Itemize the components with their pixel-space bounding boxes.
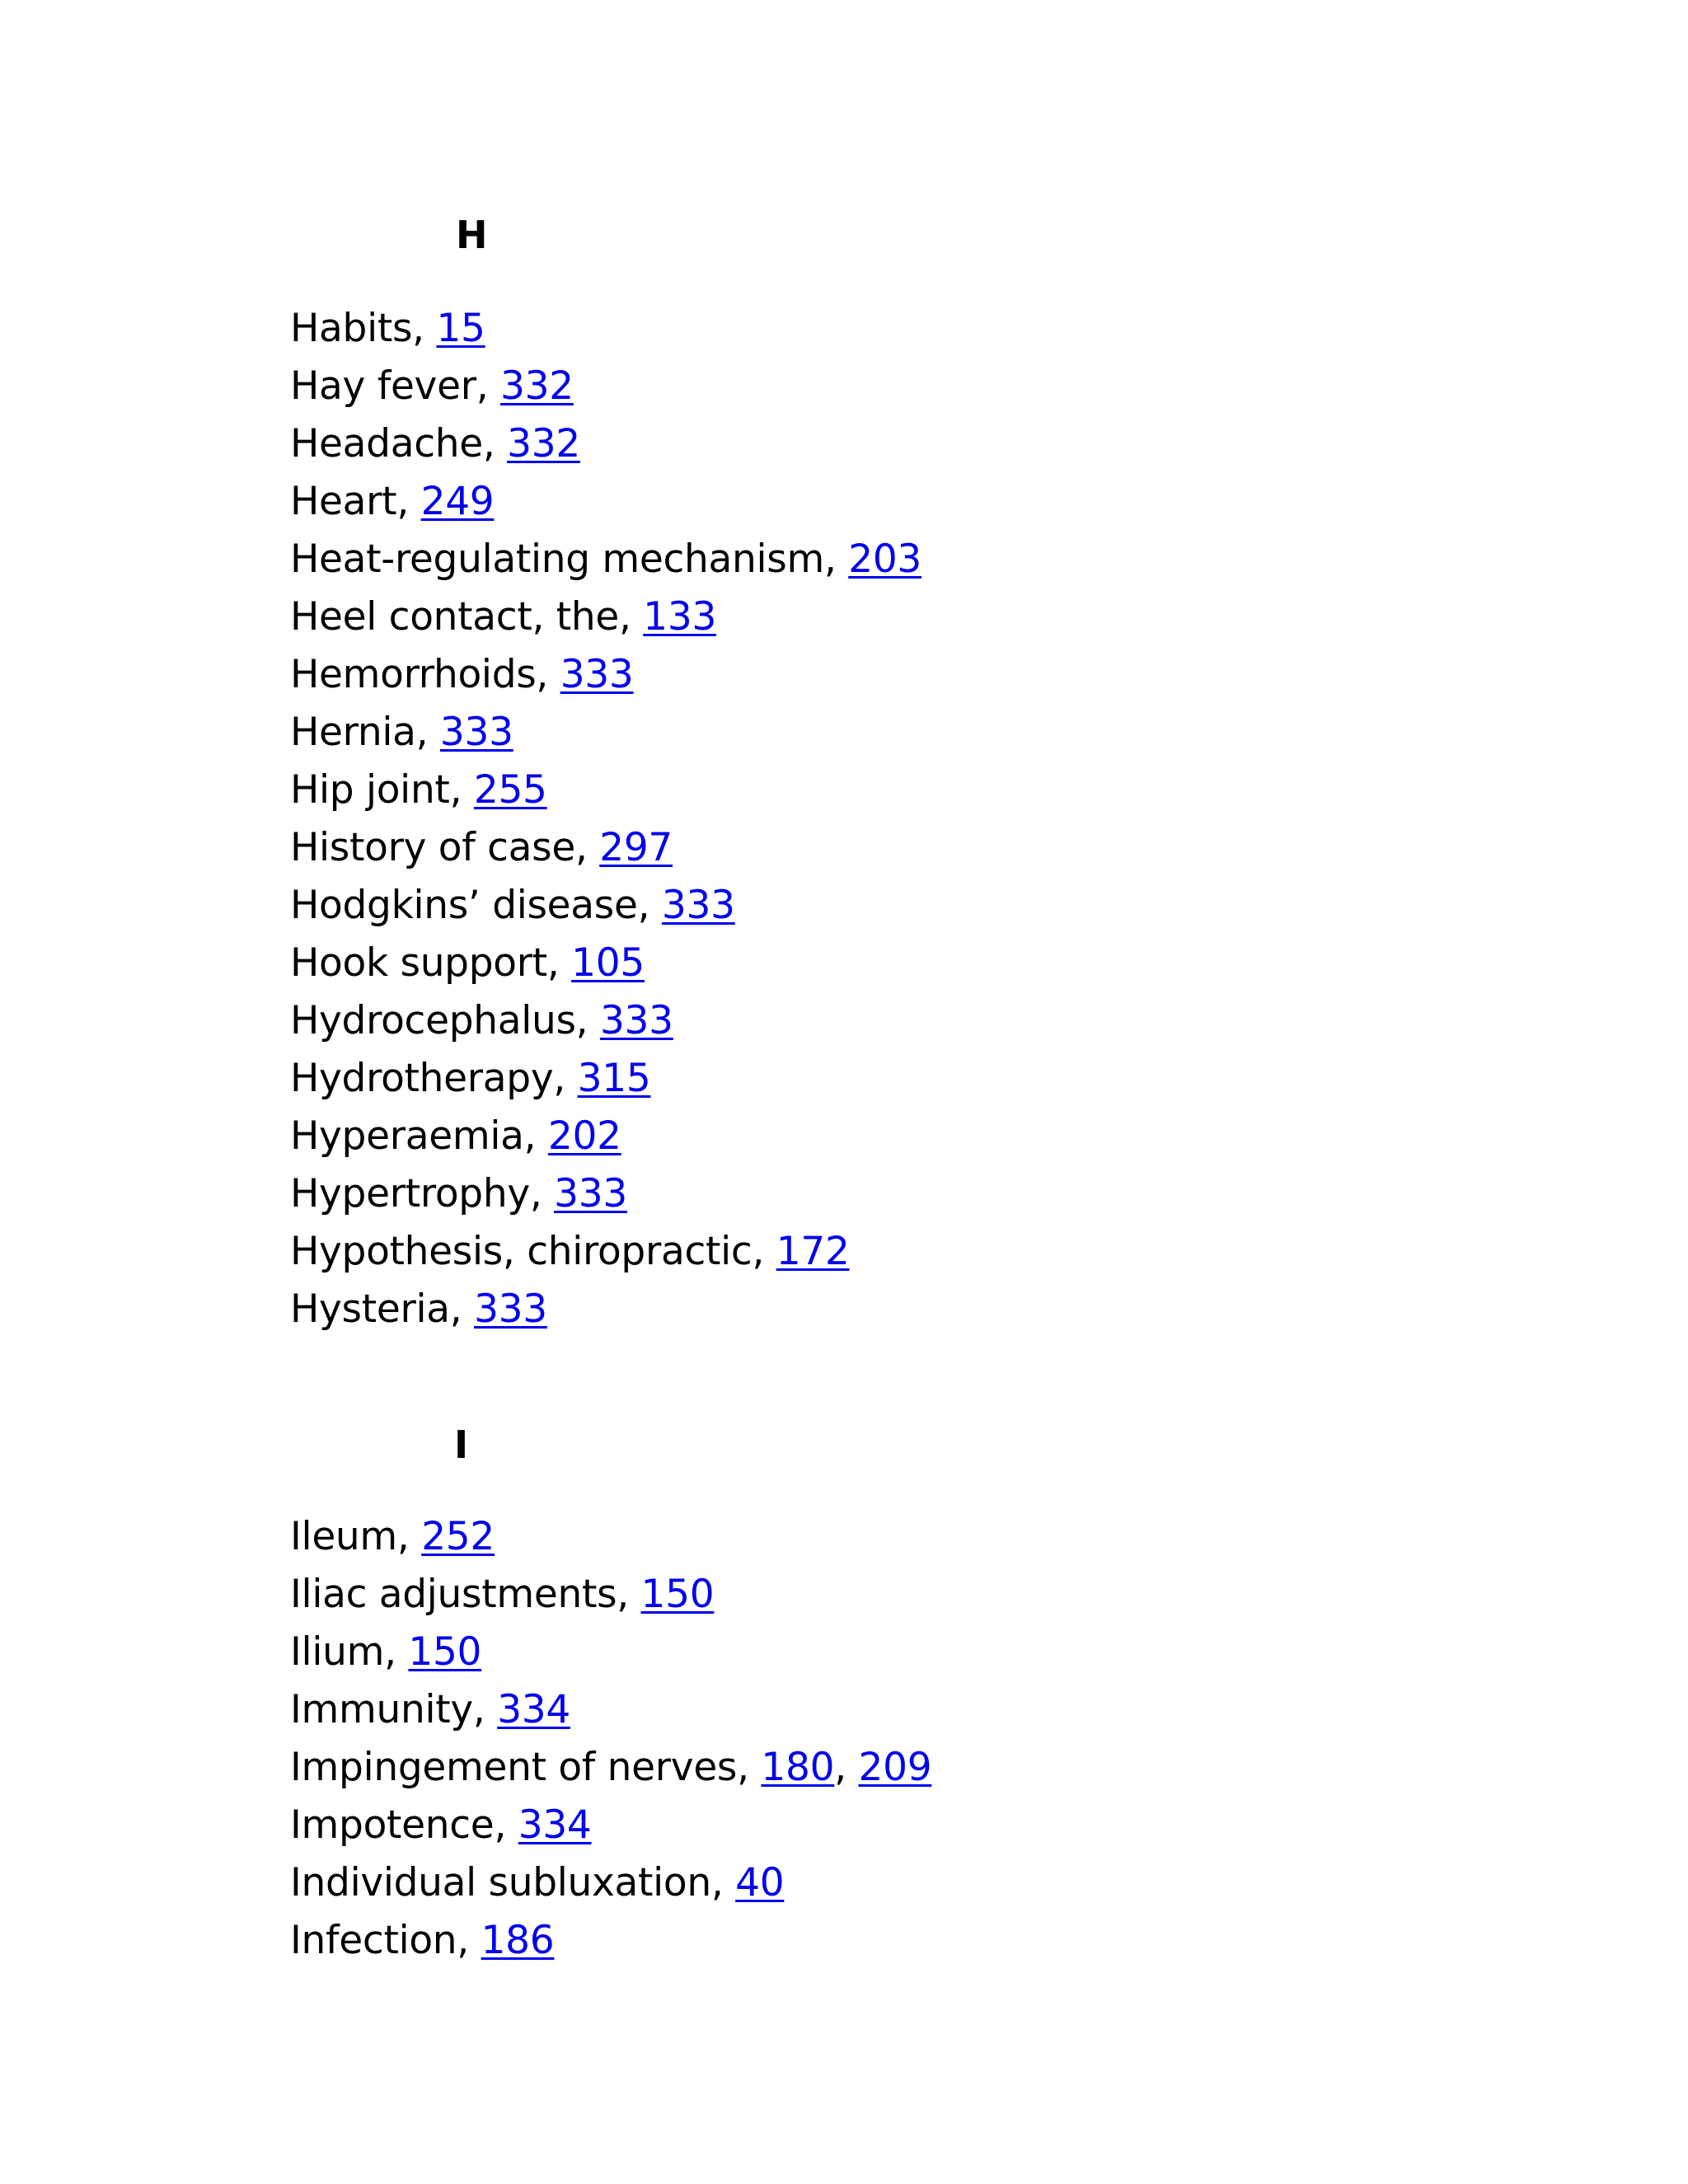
index-entry: Heart, 249 (290, 479, 495, 524)
page-number-link[interactable]: 105 (571, 940, 645, 986)
page-number-link[interactable]: 255 (473, 767, 547, 813)
index-entry: Hysteria, 333 (290, 1286, 547, 1332)
page-number-link[interactable]: 252 (421, 1514, 495, 1559)
index-entry: Habits, 15 (290, 306, 485, 351)
index-term: Hay fever (290, 363, 476, 409)
page-number-link[interactable]: 249 (420, 479, 495, 524)
index-term: Immunity (290, 1687, 473, 1732)
index-term: Hydrotherapy (290, 1056, 554, 1101)
page-number-link[interactable]: 333 (474, 1286, 547, 1332)
index-term: Impotence (290, 1802, 495, 1848)
index-term: Hemorrhoids (290, 652, 537, 697)
index-entry: Hypertrophy, 333 (290, 1171, 627, 1216)
index-term: Ilium (290, 1629, 385, 1675)
index-entry: Iliac adjustments, 150 (290, 1572, 715, 1617)
page-number-link[interactable]: 332 (507, 421, 580, 466)
page-number-link[interactable]: 315 (577, 1056, 651, 1101)
page-number-link[interactable]: 133 (643, 594, 717, 640)
page-number-link[interactable]: 334 (497, 1687, 570, 1732)
index-list-i (290, 1508, 931, 1970)
index-entry: Infection, 186 (290, 1918, 555, 1963)
index-entry: Impingement of nerves, 180, 209 (290, 1745, 932, 1790)
index-entry: Hydrotherapy, 315 (290, 1056, 651, 1101)
page-number-link[interactable]: 333 (554, 1171, 627, 1216)
page-number-link[interactable]: 172 (776, 1229, 850, 1274)
index-entry: Hodgkins’ disease, 333 (290, 883, 735, 928)
index-term: Hernia (290, 710, 416, 755)
page-number-link[interactable]: 333 (661, 883, 735, 928)
page-number-link[interactable]: 180 (761, 1745, 835, 1790)
page-number-link[interactable]: 333 (439, 710, 513, 755)
index-term: Infection (290, 1918, 457, 1963)
section-letter-h: H (456, 213, 488, 257)
page-number-link[interactable]: 333 (560, 652, 634, 697)
index-entry: Headache, 332 (290, 421, 580, 466)
index-term: Heart (290, 479, 397, 524)
index-term: Hypertrophy (290, 1171, 530, 1216)
index-term: Heat-regulating mechanism (290, 537, 824, 582)
index-entry: Hemorrhoids, 333 (290, 652, 634, 697)
page-number-link[interactable]: 202 (547, 1113, 621, 1159)
index-entry: Heat-regulating mechanism, 203 (290, 537, 922, 582)
index-term: Heel contact, the (290, 594, 619, 640)
index-entry: History of case, 297 (290, 825, 673, 870)
index-term: Impingement of nerves (290, 1745, 738, 1790)
index-term: Ileum (290, 1514, 397, 1559)
page-number-link[interactable]: 40 (735, 1860, 785, 1905)
index-entry: Hyperaemia, 202 (290, 1113, 621, 1159)
page-number-link[interactable]: 333 (599, 998, 673, 1043)
index-term: Hysteria (290, 1286, 450, 1332)
index-term: Individual subluxation (290, 1860, 711, 1905)
page-number-link[interactable]: 334 (518, 1802, 592, 1848)
index-term: Headache (290, 421, 483, 466)
section-letter-i: I (454, 1422, 469, 1467)
index-term: Iliac adjustments (290, 1572, 617, 1617)
index-entry: Hydrocephalus, 333 (290, 998, 673, 1043)
index-entry: Hernia, 333 (290, 710, 513, 755)
index-list-h (290, 300, 921, 1338)
index-entry: Impotence, 334 (290, 1802, 592, 1848)
index-term: Hypothesis, chiropractic (290, 1229, 753, 1274)
index-term: Hodgkins’ disease (290, 883, 638, 928)
page-number-link[interactable]: 209 (858, 1745, 932, 1790)
index-term: Hydrocephalus (290, 998, 576, 1043)
index-term: Hook support (290, 940, 547, 986)
index-term: Hyperaemia (290, 1113, 524, 1159)
index-entry: Hook support, 105 (290, 940, 645, 986)
page-number-link[interactable]: 186 (481, 1918, 555, 1963)
index-entry: Hip joint, 255 (290, 767, 547, 813)
index-entry: Ileum, 252 (290, 1514, 495, 1559)
page-number-link[interactable]: 297 (599, 825, 673, 870)
index-term: Habits (290, 306, 413, 351)
page-number-link[interactable]: 332 (500, 363, 574, 409)
page-number-link[interactable]: 15 (436, 306, 485, 351)
index-entry: Ilium, 150 (290, 1629, 482, 1675)
page-number-link[interactable]: 150 (640, 1572, 715, 1617)
index-entry: Immunity, 334 (290, 1687, 570, 1732)
index-entry: Hay fever, 332 (290, 363, 574, 409)
index-term: Hip joint (290, 767, 450, 813)
page-number-link[interactable]: 150 (408, 1629, 482, 1675)
index-term: History of case (290, 825, 575, 870)
page-number-link[interactable]: 203 (848, 537, 922, 582)
index-entry: Heel contact, the, 133 (290, 594, 717, 640)
index-entry: Individual subluxation, 40 (290, 1860, 785, 1905)
index-entry: Hypothesis, chiropractic, 172 (290, 1229, 850, 1274)
